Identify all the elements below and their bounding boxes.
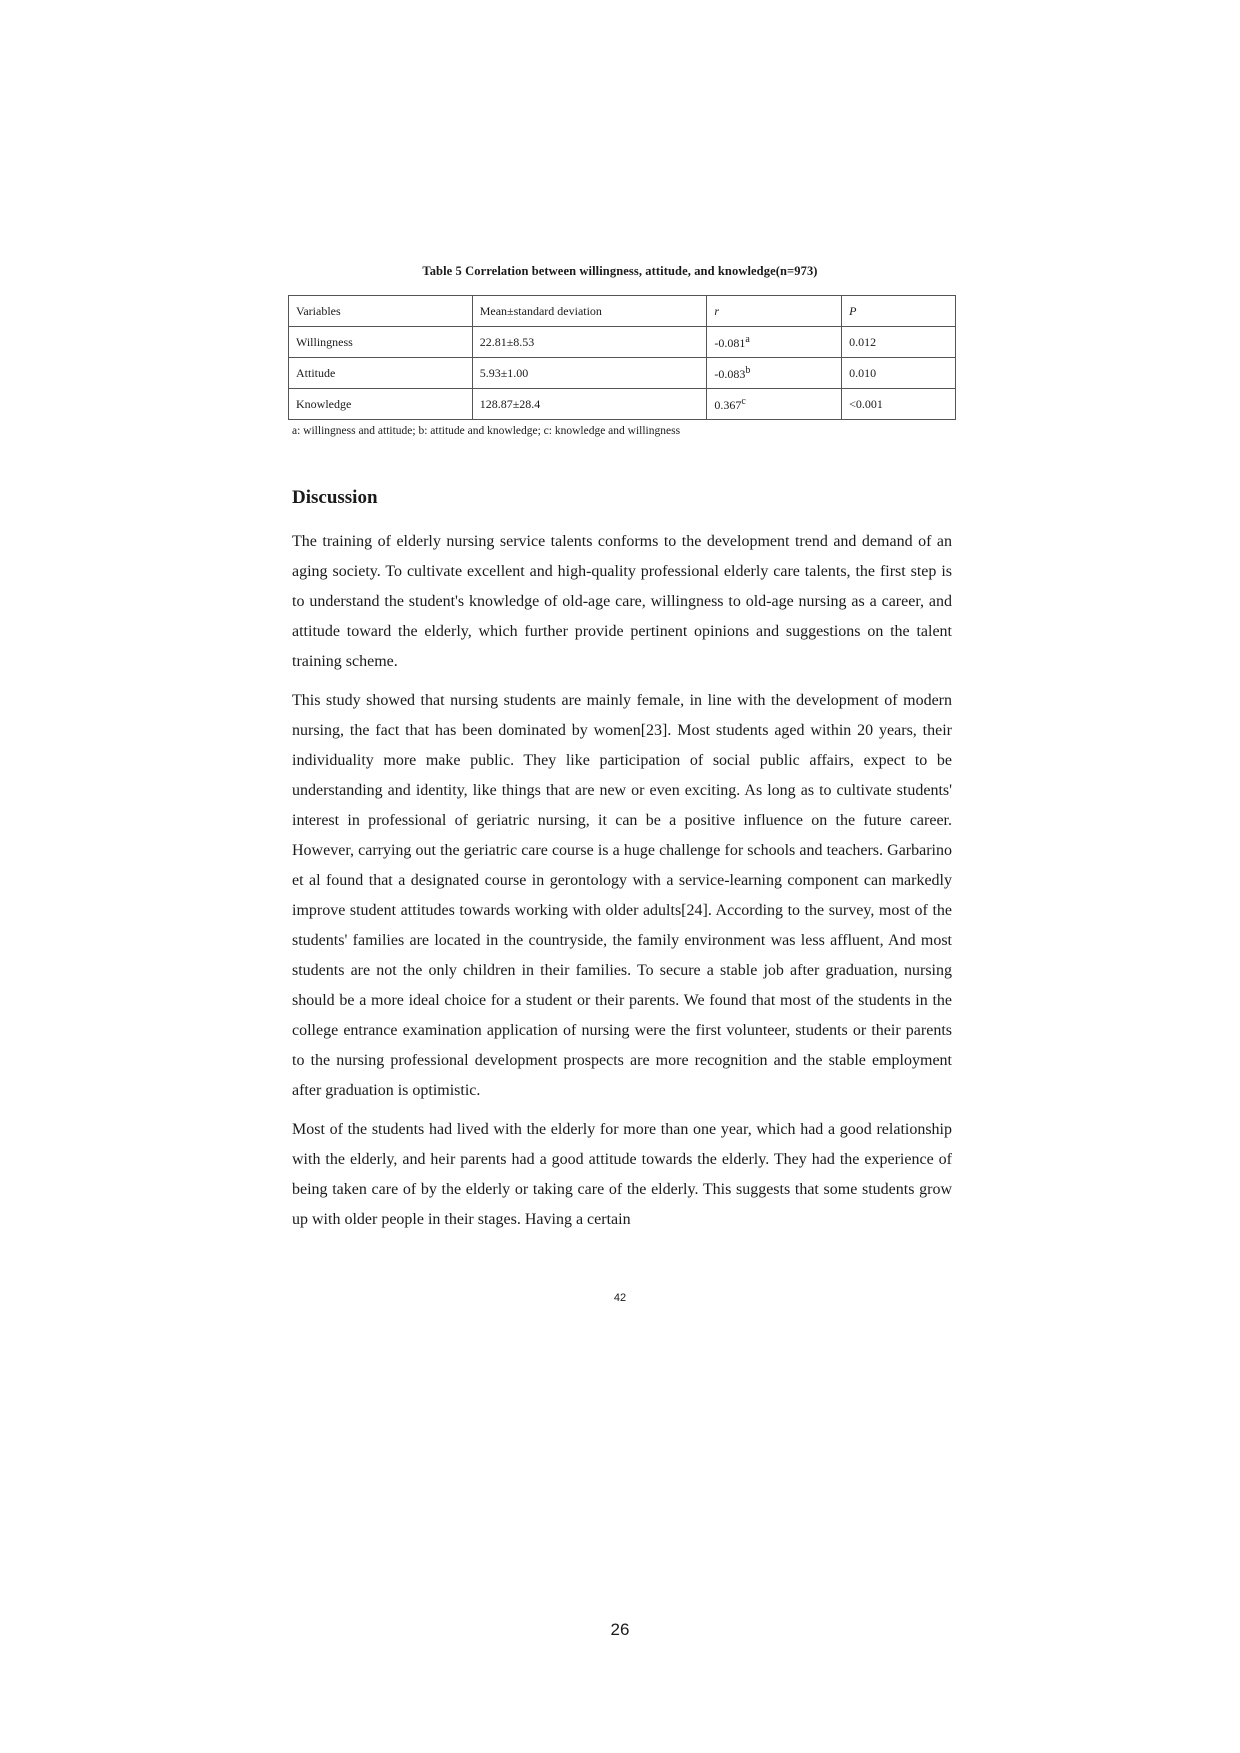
paragraph: The training of elderly nursing service talents conforms to the development trend and demand of an aging society. To cultivate excellent and high-quality professional elderly care talents, the first step is to understand the student's knowledge of old-age care, willingness to old-age nursing as a career, and attitude toward the elderly, which further provide pertinent opinions and suggestions on the talent training scheme.	[292, 533, 952, 670]
header-r: r	[707, 296, 842, 327]
header-p: P	[842, 296, 956, 327]
inner-page-number: 42	[613, 1292, 627, 1304]
cell-mean-sd: 128.87±28.4	[472, 389, 707, 420]
r-value: 0.367	[714, 397, 742, 412]
r-superscript: b	[745, 364, 751, 376]
r-value: -0.083	[714, 366, 746, 381]
cell-variable: Willingness	[289, 327, 473, 358]
r-value: -0.081	[714, 335, 746, 350]
section-heading: Discussion	[292, 487, 378, 508]
correlation-table	[288, 295, 956, 420]
paragraph: This study showed that nursing students are mainly female, in line with the development of modern nursing, the fact that has been dominated by women[23]. Most students aged within 20 years, their individuality more make public. They like participation of social public affairs, expect to be understanding and identity, like things that are new or even exciting. As long as to cultivate students' interest in professional of geriatric nursing, it can be a positive influence on the future career. However, carrying out the geriatric care course is a huge challenge for schools and teachers. Garbarino et al found that a designated course in gerontology with a service-learning component can markedly improve student attitudes towards working with older adults[24]. According to the survey, most of the students' families are located in the countryside, the family environment was less affluent, And most students are not the only children in their families. To secure a stable job after graduation, nursing should be a more ideal choice for a student or their parents. We found that most of the students in the college entrance examination application of nursing were the first volunteer, students or their parents to the nursing professional development prospects are more recognition and the stable employment after graduation is optimistic.	[292, 692, 952, 1099]
cell-variable: Knowledge	[289, 389, 473, 420]
cell-mean-sd: 5.93±1.00	[472, 358, 707, 389]
cell-p: 0.012	[842, 327, 956, 358]
cell-r	[707, 327, 842, 358]
r-superscript: c	[741, 395, 746, 407]
table-row	[289, 358, 956, 389]
table-caption: Table 5 Correlation between willingness, attitude, and knowledge(n=973)	[422, 264, 818, 278]
paragraph: Most of the students had lived with the elderly for more than one year, which had a good relationship with the elderly, and heir parents had a good attitude towards the elderly. They had the experience of being taken care of by the elderly or taking care of the elderly. This suggests that some students grow up with older people in their stages. Having a certain	[292, 1121, 952, 1228]
cell-mean-sd: 22.81±8.53	[472, 327, 707, 358]
cell-variable: Attitude	[289, 358, 473, 389]
header-variables: Variables	[289, 296, 473, 327]
cell-r	[707, 358, 842, 389]
table-header-row	[289, 296, 956, 327]
header-mean-sd: Mean±standard deviation	[472, 296, 707, 327]
body-text	[292, 527, 952, 1244]
table-note: a: willingness and attitude; b: attitude and knowledge; c: knowledge and willingness	[292, 425, 681, 437]
page-number: 26	[610, 1620, 630, 1639]
cell-r	[707, 389, 842, 420]
table-row	[289, 389, 956, 420]
cell-p: <0.001	[842, 389, 956, 420]
r-superscript: a	[745, 333, 750, 345]
table-row	[289, 327, 956, 358]
cell-p: 0.010	[842, 358, 956, 389]
